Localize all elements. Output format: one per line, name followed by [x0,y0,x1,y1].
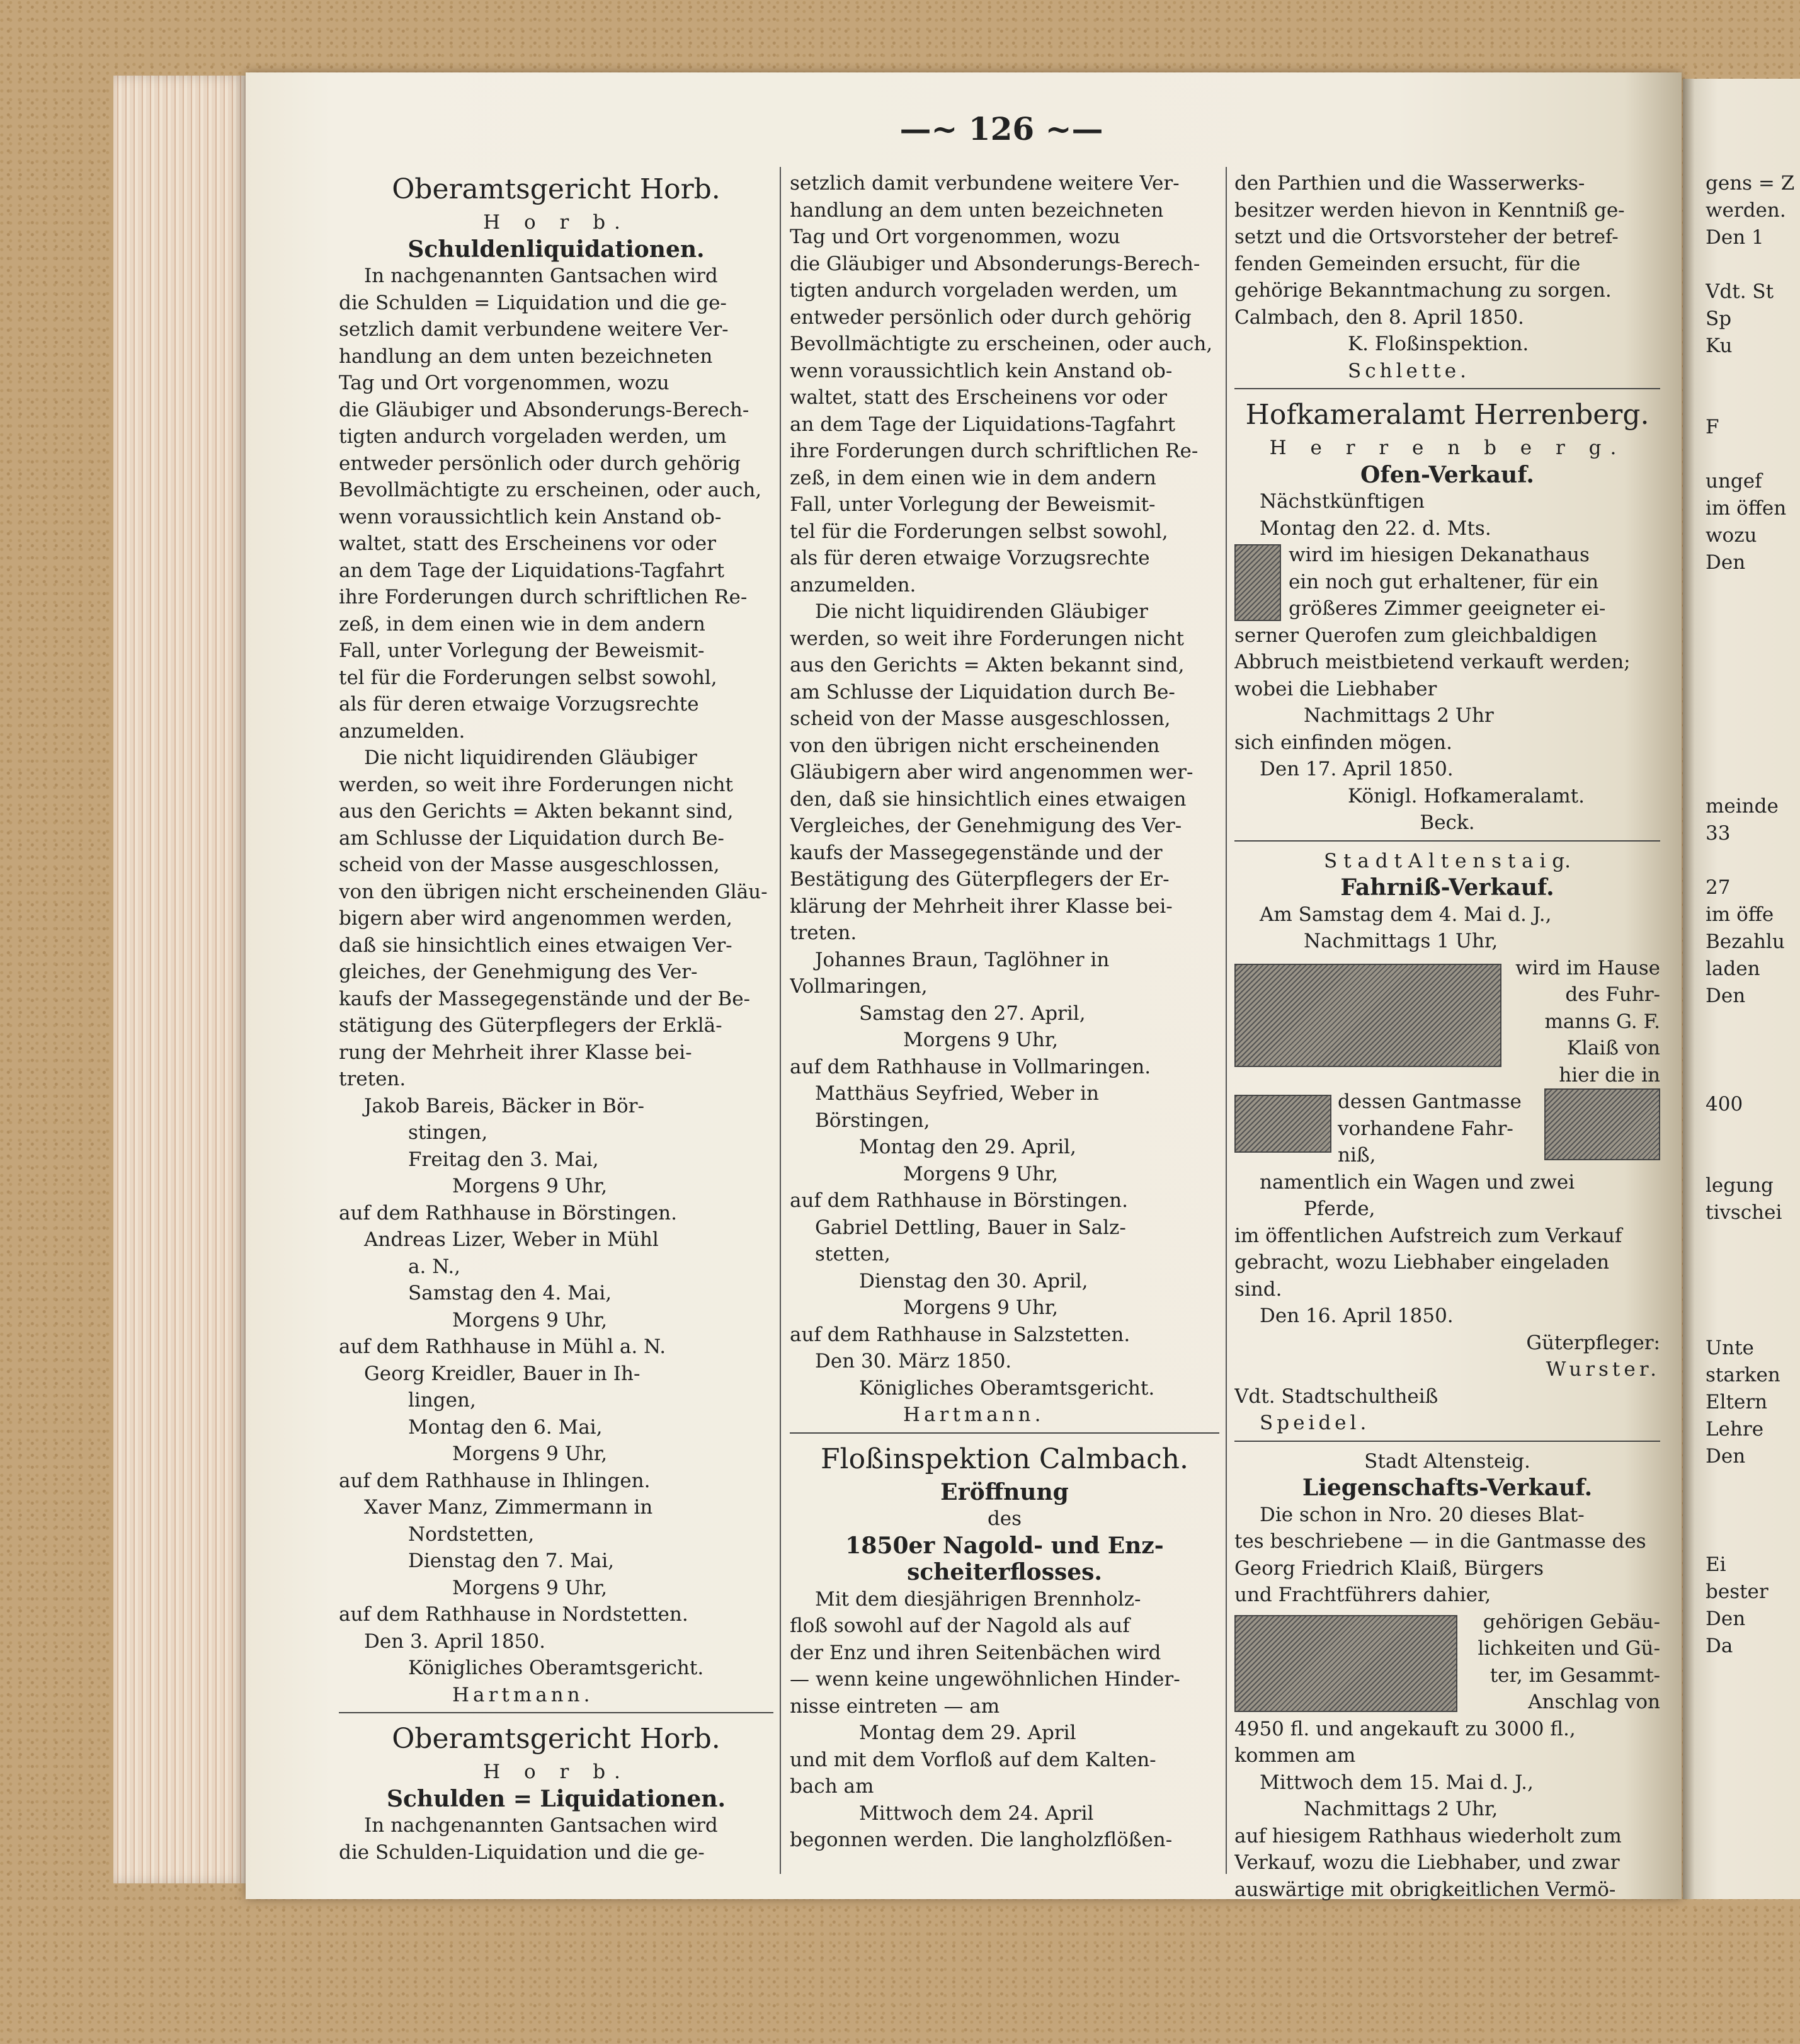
text-line: tes beschriebene — in die Gantmasse des [1234,1530,1646,1553]
text-line: legung [1706,1174,1774,1197]
text-line: Eltern [1706,1391,1768,1413]
col3-mid-block [1234,622,1660,955]
text-line: manns G. F. [1544,1010,1660,1033]
text-line: anzumelden. [790,573,916,597]
text-line: kaufs der Massegegenstände und der Be- [339,987,751,1010]
text-line: Oberamtsgericht Horb. [392,1723,721,1755]
text-line: Den [1706,1607,1746,1630]
text-line: Montag den 6. Mai, [408,1415,603,1439]
text-line: Morgens 9 Uhr, [903,1162,1059,1185]
col3-bottom-block [1234,1169,1660,1609]
text-line: werden, so weit ihre Forderungen nicht [790,627,1184,650]
text-line [1706,766,1800,793]
text-line: am Schlusse der Liquidation durch Be- [790,680,1175,704]
text-line: tivschei [1706,1201,1782,1224]
text-line: 1850er Nagold- und Enz- [845,1532,1164,1559]
text-line: 33 [1706,822,1731,845]
text-line: Morgens 9 Uhr, [452,1308,608,1332]
text-line: S t a d t A l t e n s t a i g. [1324,849,1571,872]
text-line: Montag dem 29. April [859,1721,1076,1744]
text-line: Bevollmächtigte zu erscheinen, oder auch, [339,479,762,501]
text-line: stingen, [408,1121,488,1144]
text-line: die Gläubiger und Absonderungs-Berech- [790,252,1200,275]
text-line: Floßinspektion Calmbach. [821,1442,1188,1475]
text-line: auswärtige mit obrigkeitlichen Vermö- [1234,1878,1616,1901]
text-line: 4950 fl. und angekauft zu 3000 fl., [1234,1717,1576,1740]
text-line: Gabriel Dettling, Bauer in Salz- [815,1216,1126,1239]
text-line: im öffen [1706,497,1787,520]
text-line: In nachgenannten Gantsachen wird [364,265,718,287]
text-line: wird im Hause [1515,956,1660,979]
text-line: Johannes Braun, Taglöhner in [815,948,1110,971]
text-line: lingen, [408,1389,476,1412]
text-line: Nordstetten, [408,1522,535,1546]
text-line: Klaiß von [1566,1037,1660,1059]
text-line: Samstag den 27. April, [859,1002,1086,1025]
text-line: Vollmaringen, [790,975,928,998]
text-line: Andreas Lizer, Weber in Mühl [364,1228,659,1251]
text-line: und Frachtführers dahier, [1234,1584,1491,1606]
text-line: auf dem Rathhause in Börstingen. [790,1189,1128,1212]
text-line: H o r b. [483,211,629,234]
text-line: wozu [1706,524,1757,547]
text-line: zeß, in dem einen wie in dem andern [790,466,1156,489]
text-line: Mittwoch dem 15. Mai d. J., [1260,1771,1534,1794]
text-line: die Schulden = Liquidation und die ge- [339,291,727,314]
text-line: Bevollmächtigte zu erscheinen, oder auch, [790,333,1213,355]
text-line: sich einfinden mögen. [1234,731,1452,754]
text-line: Verkauf, wozu die Liebhaber, und zwar [1234,1851,1620,1874]
text-line: Den 1 [1706,226,1764,249]
text-line: im öffentlichen Aufstreich zum Verkauf [1234,1224,1622,1247]
page-edges [113,76,246,1883]
text-line: klärung der Mehrheit ihrer Klasse bei- [790,894,1173,918]
text-line: Stadt Altensteig. [1364,1449,1530,1473]
text-line: Georg Kreidler, Bauer in Ih- [364,1362,641,1385]
text-line: Dienstag den 7. Mai, [408,1550,615,1572]
text-line: Tag und Ort vorgenommen, wozu [339,372,669,394]
text-line: Den 3. April 1850. [364,1630,545,1653]
text-line: hier die in [1559,1063,1660,1087]
text-line: floß sowohl auf der Nagold als auf [790,1614,1130,1637]
text-line: Sp [1706,307,1732,330]
text-line: als für deren etwaige Vorzugsrechte [339,693,699,716]
text-line: bigern aber wird angenommen werden, [339,907,732,930]
text-line: daß sie hinsichtlich eines etwaigen Ver- [339,934,732,957]
column-3 [1234,170,1660,1903]
text-line: Morgens 9 Uhr, [452,1576,608,1599]
text-line: Königl. Hofkameralamt. [1348,784,1585,808]
text-line: Da [1706,1635,1733,1657]
text-line: tel für die Forderungen selbst sowohl, [339,666,717,689]
text-line: Morgens 9 Uhr, [452,1442,608,1465]
text-line: waltet, statt des Erscheinens vor oder [339,532,716,555]
text-line [1706,1226,1800,1253]
stove-woodcut-image [1234,544,1281,621]
text-line: gehörigen Gebäu- [1483,1610,1660,1633]
text-line: werden, so weit ihre Forderungen nicht [339,773,733,796]
text-line: treten. [790,922,857,944]
text-line: Die nicht liquidirenden Gläubiger [364,746,697,769]
text-line [1706,441,1800,468]
text-line: Liegenschafts-Verkauf. [1302,1475,1593,1501]
text-line: Ei [1706,1553,1726,1576]
text-line: Hartmann. [903,1403,1045,1426]
text-line: Am Samstag dem 4. Mai d. J., [1260,903,1552,926]
text-line: werden. [1706,199,1786,222]
text-line: ein noch gut erhaltener, für ein [1289,570,1599,593]
text-line: besitzer werden hievon in Kenntniß ge- [1234,198,1625,222]
text-line: Gläubigern aber wird angenommen wer- [790,761,1193,784]
text-line: namentlich ein Wagen und zwei [1260,1170,1575,1194]
text-line: handlung an dem unten bezeichneten [339,345,713,368]
text-line [1706,1010,1800,1037]
text-line: Vdt. Stadtschultheiß [1234,1385,1438,1408]
text-line: waltet, statt des Erscheinens vor oder [790,386,1167,409]
text-line: und mit dem Vorfloß auf dem Kalten- [790,1748,1156,1771]
fahrniss-text [1510,955,1660,1089]
text-line: stetten, [815,1243,891,1265]
text-line: starken [1706,1364,1780,1386]
text-line: Den [1706,551,1746,574]
text-line: rung der Mehrheit ihrer Klasse bei- [339,1041,692,1064]
text-line: Georg Friedrich Klaiß, Bürgers [1234,1556,1544,1580]
text-line [1706,251,1800,278]
text-line [1706,576,1800,603]
text-line: K. Floßinspektion. [1348,333,1529,355]
text-line: Eröffnung [940,1478,1069,1505]
text-line: Nachmittags 2 Uhr, [1304,1798,1498,1820]
text-line [1706,1281,1800,1308]
text-line [1706,1118,1800,1145]
text-line [1706,1497,1800,1524]
text-line: aus den Gerichts = Akten bekannt sind, [339,800,734,823]
text-line: Jakob Bareis, Bäcker in Bör- [364,1094,644,1117]
text-line: Die nicht liquidirenden Gläubiger [815,600,1148,623]
text-line: vorhandene Fahr- [1338,1117,1513,1140]
text-line: Vergleiches, der Genehmigung des Ver- [790,814,1182,837]
text-line: an dem Tage der Liquidations-Tagfahrt [339,559,725,582]
section-divider [339,1712,773,1713]
text-line: 27 [1706,876,1731,899]
text-line: a. N., [408,1255,461,1278]
text-line: den Parthien und die Wasserwerks- [1234,172,1585,195]
text-line: auf hiesigem Rathhaus wiederholt zum [1234,1824,1622,1847]
text-line: tel für die Forderungen selbst sowohl, [790,520,1168,543]
text-line: Abbruch meistbietend verkauft werden; [1234,651,1631,673]
text-line: Wurster. [1546,1358,1660,1381]
text-line: Morgens 9 Uhr, [903,1296,1059,1319]
text-line: H e r r e n b e r g. [1269,437,1626,459]
text-line: lichkeiten und Gü- [1478,1637,1660,1660]
text-line: Morgens 9 Uhr, [903,1029,1059,1051]
text-line: scheiterflosses. [907,1559,1102,1585]
text-line: Matthäus Seyfried, Weber in [815,1082,1099,1105]
text-line: fenden Gemeinden ersucht, für die [1234,252,1581,275]
text-line [1706,1524,1800,1551]
text-line: kommen am [1234,1744,1356,1767]
text-line: Calmbach, den 8. April 1850. [1234,305,1524,329]
text-line: auf dem Rathhause in Ihlingen. [339,1469,651,1492]
text-line: anzumelden. [339,719,465,743]
text-line: ihre Forderungen durch schriftlichen Re- [339,586,748,608]
text-line: gehörige Bekanntmachung zu sorgen. [1234,279,1612,302]
text-line: Güterpfleger: [1526,1331,1660,1354]
text-line: Den 16. April 1850. [1260,1305,1454,1327]
column-divider-1 [780,167,781,1874]
text-line: — wenn keine ungewöhnlichen Hinder- [790,1668,1180,1691]
text-line: Königliches Oberamtsgericht. [408,1657,704,1679]
text-line: Speidel. [1260,1412,1370,1434]
text-line: Nächstkünftigen [1260,490,1425,513]
text-line: wird im hiesigen Dekanathaus [1289,544,1590,566]
column-divider-2 [1226,167,1227,1874]
text-line [1706,631,1800,658]
workshop-woodcut-image [1234,964,1501,1067]
text-line: Börstingen, [815,1109,930,1132]
fahrniss-block [1234,955,1660,1089]
house-text [1466,1609,1660,1716]
text-line: Freitag den 3. Mai, [408,1148,599,1171]
text-line: Bestätigung des Güterpflegers der Er- [790,868,1170,891]
text-line: Morgens 9 Uhr, [452,1175,608,1197]
text-line: von den übrigen nicht erscheinenden [790,734,1160,757]
text-line: am Schlusse der Liquidation durch Be- [339,826,724,850]
text-line: bach am [790,1775,874,1798]
text-line: Unte [1706,1337,1754,1359]
text-line: Anschlag von [1528,1691,1660,1713]
text-line: dessen Gantmasse [1338,1090,1522,1113]
text-line: laden [1706,957,1760,980]
text-line [1706,658,1800,685]
text-line: Schlette. [1348,359,1470,382]
column-2 [790,170,1219,1854]
text-line: begonnen werden. Die langholzflößen- [790,1829,1173,1851]
text-line: handlung an dem unten bezeichneten [790,198,1164,222]
section-divider [1234,1441,1660,1442]
text-line: entweder persönlich oder durch gehörig [339,452,741,475]
text-line: F [1706,416,1719,438]
text-line: wenn voraussichtlich kein Anstand ob- [339,505,722,528]
text-line: Lehre [1706,1418,1764,1441]
text-line: Den [1706,985,1746,1007]
text-line: 400 [1706,1093,1743,1116]
house-block [1234,1609,1660,1716]
text-line: als für deren etwaige Vorzugsrechte [790,547,1150,569]
text-line: ungef [1706,470,1762,493]
text-line: setzt und die Ortsvorsteher der betref- [1234,226,1619,248]
text-line: Nachmittags 1 Uhr, [1304,930,1498,952]
text-line: Vdt. St [1706,280,1774,303]
text-line: Montag den 29. April, [859,1136,1076,1158]
column-1 [339,170,773,1866]
text-line [1706,685,1800,712]
text-line: Mittwoch dem 24. April [859,1801,1094,1825]
text-line: gebracht, wozu Liebhaber eingeladen sind. [1234,1251,1610,1301]
text-line: Den 17. April 1850. [1260,758,1454,780]
text-line: auf dem Rathhause in Mühl a. N. [339,1335,666,1358]
text-line: entweder persönlich oder durch gehörig [790,305,1192,329]
text-line [1706,847,1800,874]
section-divider [1234,840,1660,842]
wagon-block [1234,1088,1660,1169]
text-line: setzlich damit verbundene weitere Ver- [339,318,729,341]
text-line: wobei die Liebhaber [1234,677,1437,700]
text-line: tigten andurch vorgeladen werden, um [790,279,1178,302]
text-line [1706,1037,1800,1064]
text-line: Dienstag den 30. April, [859,1269,1088,1293]
text-line: die Schulden-Liquidation und die ge- [339,1841,705,1864]
text-line: bester [1706,1580,1769,1603]
text-line: Fall, unter Vorlegung der Beweismit- [790,493,1156,516]
text-line [1706,1253,1800,1281]
text-line: des Fuhr- [1565,983,1660,1006]
text-line: größeres Zimmer geeigneter ei- [1289,597,1606,620]
text-line: im öffe [1706,903,1774,926]
text-line: tigten andurch vorgeladen werden, um [339,425,727,448]
text-line: gleiches, der Genehmigung des Ver- [339,961,698,983]
horse-woodcut-image [1234,1095,1331,1153]
house-woodcut-image [1234,1615,1457,1712]
text-line: des [987,1507,1022,1530]
text-line: Ofen-Verkauf. [1360,461,1534,488]
text-line: Samstag den 4. Mai, [408,1282,612,1305]
text-line: Xaver Manz, Zimmermann in [364,1496,653,1519]
text-line: setzlich damit verbundene weitere Ver- [790,172,1180,195]
text-line: auf dem Rathhause in Börstingen. [339,1201,677,1225]
text-line: Hofkameralamt Herrenberg. [1245,399,1649,431]
text-line [1706,360,1800,387]
col3-end-block [1234,1716,1660,1904]
text-line: aus den Gerichts = Akten bekannt sind, [790,654,1185,677]
ofen-block [1234,542,1660,622]
text-line: serner Querofen zum gleichbaldigen [1234,624,1597,647]
wagon-text [1338,1088,1541,1169]
column-4-fragment [1706,170,1800,1660]
text-line [1706,387,1800,414]
text-line: an dem Tage der Liquidations-Tagfahrt [790,413,1176,436]
text-line: den, daß sie hinsichtlich eines etwaigen [790,787,1187,811]
ofen-text [1289,542,1660,622]
text-line: auf dem Rathhause in Salzstetten. [790,1323,1131,1346]
text-line: wenn voraussichtlich kein Anstand ob- [790,359,1173,382]
text-line: H o r b. [483,1761,629,1783]
text-line: treten. [339,1068,406,1090]
text-line: Oberamtsgericht Horb. [392,173,721,205]
page-number: —~ 126 ~— [899,110,1103,147]
section-divider [1234,388,1660,389]
text-line: Bezahlu [1706,930,1785,953]
text-line [1706,1470,1800,1497]
text-line [1706,1308,1800,1335]
text-line: Tag und Ort vorgenommen, wozu [790,226,1120,248]
text-line: Mit dem diesjährigen Brennholz- [815,1587,1141,1611]
text-line: scheid von der Masse ausgeschlossen, [790,707,1171,730]
text-line [1706,739,1800,766]
text-line: Hartmann. [452,1683,594,1706]
text-line: Ku [1706,334,1733,357]
text-line: ter, im Gesammt- [1490,1664,1660,1687]
text-line: Nachmittags 2 Uhr [1304,704,1494,727]
text-line: niß, [1338,1144,1376,1167]
text-line: Beck. [1420,811,1475,834]
text-line: Pferde, [1304,1197,1376,1220]
text-line [1706,603,1800,631]
text-line: In nachgenannten Gantsachen wird [364,1814,718,1837]
text-line [1706,712,1800,739]
text-line: ihre Forderungen durch schriftlichen Re- [790,440,1199,462]
text-line [1706,1145,1800,1172]
text-line: Den 30. März 1850. [815,1350,1012,1373]
text-line: die Gläubiger und Absonderungs-Berech- [339,398,749,421]
text-line: Königliches Oberamtsgericht. [859,1376,1155,1400]
text-line: Montag den 22. d. Mts. [1260,517,1491,540]
text-line: gens = Z [1706,172,1795,195]
text-line: kaufs der Massegegenstände und der [790,841,1163,864]
text-line: auf dem Rathhause in Vollmaringen. [790,1055,1151,1078]
wagon-woodcut-image [1544,1088,1660,1160]
text-line: Schuldenliquidationen. [407,236,705,263]
text-line: scheid von der Masse ausgeschlossen, [339,854,720,876]
text-line: Fahrniß-Verkauf. [1340,874,1554,901]
text-line: auf dem Rathhause in Nordstetten. [339,1603,688,1626]
text-line: meinde [1706,795,1779,818]
text-line: stätigung des Güterpflegers der Erklä- [339,1014,722,1037]
text-line: zeß, in dem einen wie in dem andern [339,612,705,636]
text-line: nisse eintreten — am [790,1694,1000,1718]
text-line: Die schon in Nro. 20 dieses Blat- [1260,1503,1585,1526]
text-line: Fall, unter Vorlegung der Beweismit- [339,639,705,662]
text-line: von den übrigen nicht erscheinenden Gläu- [339,880,768,903]
text-line [1706,1064,1800,1091]
text-line: Den [1706,1445,1746,1468]
col3-top-block [1234,170,1660,542]
text-line: Schulden = Liquidationen. [386,1785,726,1812]
text-line: der Enz und ihren Seitenbächen wird [790,1641,1161,1664]
section-divider [790,1432,1219,1434]
